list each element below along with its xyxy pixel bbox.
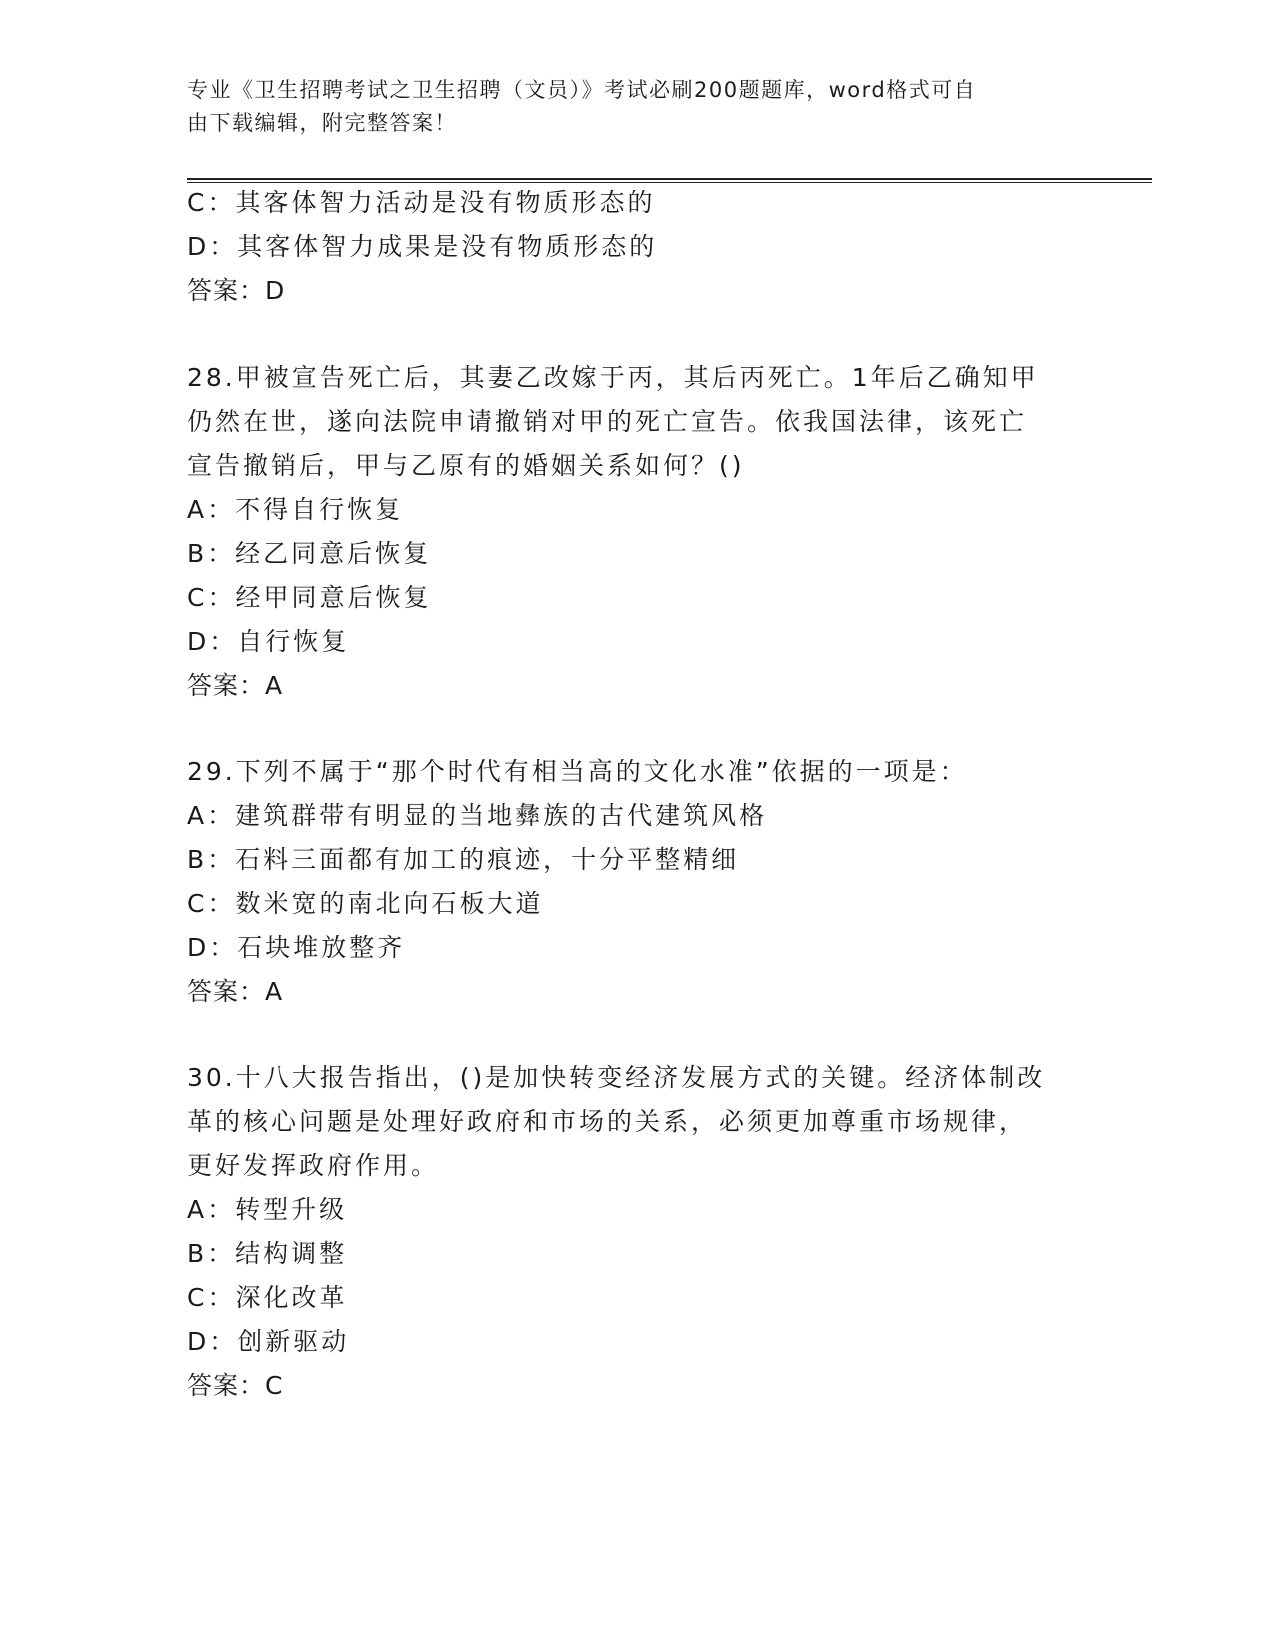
q29-answer: 答案：A — [187, 977, 284, 1006]
q28-stem-line-2: 仍然在世，遂向法院申请撤销对甲的死亡宣告。依我国法律，该死亡 — [187, 407, 1028, 436]
q29-option-b: B：石料三面都有加工的痕迹，十分平整精细 — [187, 845, 740, 874]
q30-option-a: A：转型升级 — [187, 1195, 348, 1224]
header-divider — [187, 178, 1152, 183]
q27-option-c: C：其客体智力活动是没有物质形态的 — [187, 188, 656, 217]
q29-option-a: A：建筑群带有明显的当地彝族的古代建筑风格 — [187, 801, 768, 830]
page-header — [187, 74, 1067, 140]
q30-stem-line-1: 30.十八大报告指出，()是加快转变经济发展方式的关键。经济体制改 — [187, 1063, 1046, 1092]
q30-stem-line-2: 革的核心问题是处理好政府和市场的关系，必须更加尊重市场规律， — [187, 1107, 1028, 1136]
q30-option-b: B：结构调整 — [187, 1239, 348, 1268]
q28-option-d: D：自行恢复 — [187, 627, 350, 656]
q28-stem-line-3: 宣告撤销后，甲与乙原有的婚姻关系如何？() — [187, 451, 745, 480]
q28-stem-line-1: 28.甲被宣告死亡后，其妻乙改嫁于丙，其后丙死亡。1年后乙确知甲 — [187, 363, 1039, 392]
q30-option-d: D：创新驱动 — [187, 1327, 350, 1356]
q29-stem-line-1: 29.下列不属于“那个时代有相当高的文化水准”依据的一项是： — [187, 757, 968, 786]
q28-option-b: B：经乙同意后恢复 — [187, 539, 432, 568]
q30-option-c: C：深化改革 — [187, 1283, 348, 1312]
q29-option-c: C：数米宽的南北向石板大道 — [187, 889, 544, 918]
q28-answer: 答案：A — [187, 671, 284, 700]
q30-answer: 答案：C — [187, 1371, 284, 1400]
q28-option-a: A：不得自行恢复 — [187, 495, 404, 524]
q28-option-c: C：经甲同意后恢复 — [187, 583, 432, 612]
q30-stem-line-3: 更好发挥政府作用。 — [187, 1151, 440, 1180]
q27-answer: 答案：D — [187, 276, 286, 305]
header-line-2: 由下载编辑，附完整答案！ — [187, 111, 457, 135]
q29-option-d: D：石块堆放整齐 — [187, 933, 406, 962]
q27-option-d: D：其客体智力成果是没有物质形态的 — [187, 232, 658, 261]
header-line-1: 专业《卫生招聘考试之卫生招聘（文员）》考试必刷200题题库，word格式可自 — [187, 78, 977, 102]
